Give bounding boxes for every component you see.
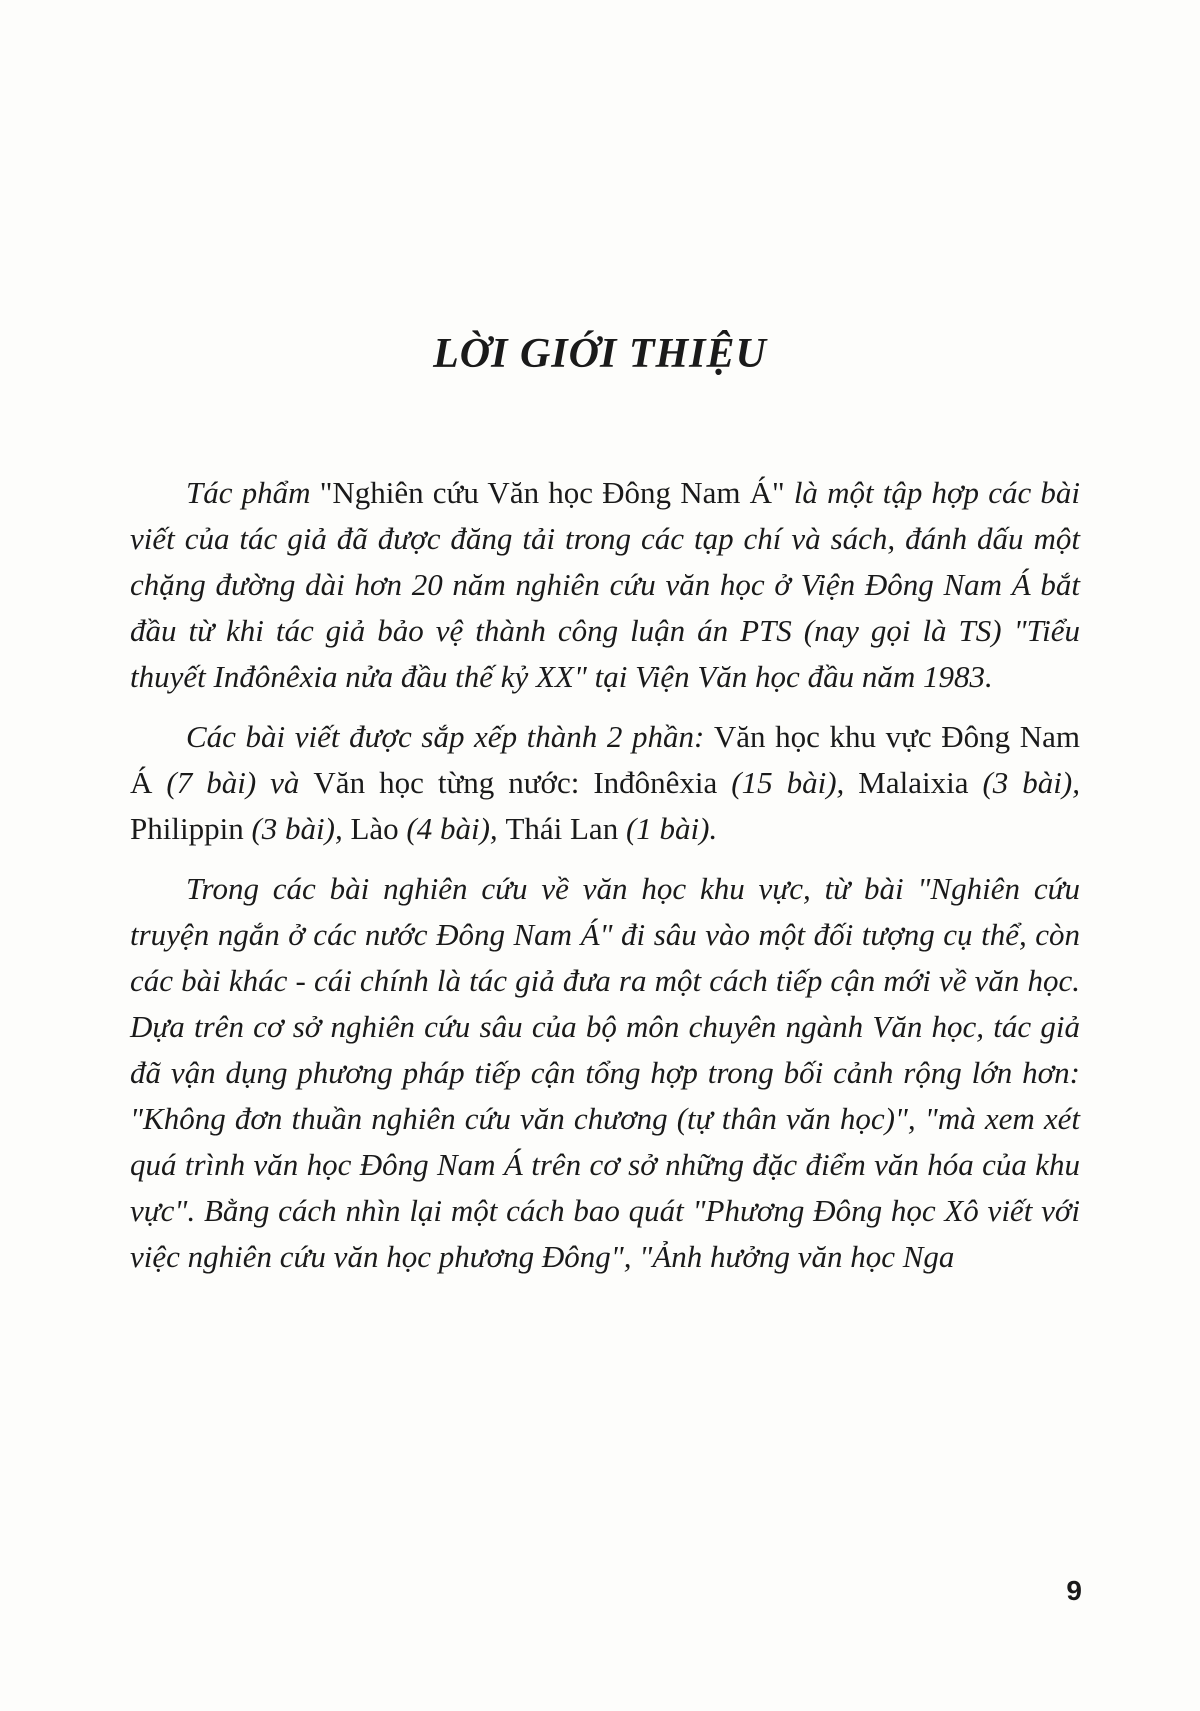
text-segment: Philippin (130, 811, 252, 846)
text-segment: Malaixia (858, 765, 983, 800)
text-segment: Các bài viết được sắp xếp thành 2 phần: (186, 719, 714, 754)
paragraph (130, 714, 1080, 852)
text-segment: là một tập hợp các bài viết của tác giả đã được đăng tải trong các tạp chí và sách, đánh dấu một chặng đường dài hơn 20 năm nghiên cứu văn học ở Viện Đông Nam Á bắt đầu từ khi tác giả bảo vệ thành công luận án PTS (nay gọi là TS) "Tiểu thuyết Inđônêxia nửa đầu thế kỷ XX" tại Viện Văn học đầu năm 1983. (130, 475, 1080, 694)
text-segment: (1 bài). (625, 811, 718, 846)
text-segment: (3 bài), (982, 765, 1080, 800)
body-text (130, 470, 1080, 1294)
text-segment: Trong các bài nghiên cứu về văn học khu vực, từ bài "Nghiên cứu truyện ngắn ở các nước Đông Nam Á" đi sâu vào một đối tượng cụ thể, còn các bài khác - cái chính là tác giả đưa ra một cách tiếp cận mới về văn học. Dựa trên cơ sở nghiên cứu sâu của bộ môn chuyên ngành Văn học, tác giả đã vận dụng phương pháp tiếp cận tổng hợp trong bối cảnh rộng lớn hơn: "Không đơn thuần nghiên cứu văn chương (tự thân văn học)", "mà xem xét quá trình văn học Đông Nam Á trên cơ sở những đặc điểm văn hóa của khu vực". Bằng cách nhìn lại một cách bao quát "Phương Đông học Xô viết với việc nghiên cứu văn học phương Đông", "Ảnh hưởng văn học Nga (130, 871, 1080, 1274)
text-segment: (3 bài), (251, 811, 351, 846)
paragraph (130, 866, 1080, 1280)
page-title: LỜI GIỚI THIỆU (433, 331, 767, 377)
text-segment: Lào (350, 811, 407, 846)
paragraph (130, 470, 1080, 700)
text-segment: Văn học từng nước: Inđônêxia (313, 765, 732, 800)
text-segment: "Nghiên cứu Văn học Đông Nam Á" (319, 475, 785, 510)
text-segment: (7 bài) và (166, 765, 314, 800)
text-segment: (4 bài), (406, 811, 506, 846)
text-segment: (15 bài), (731, 765, 859, 800)
text-segment: Thái Lan (505, 811, 626, 846)
page-number: 9 (1066, 1575, 1082, 1606)
text-segment: Văn học khu vực Đông Nam Á (130, 719, 1080, 800)
text-segment: Tác phẩm (186, 475, 320, 510)
